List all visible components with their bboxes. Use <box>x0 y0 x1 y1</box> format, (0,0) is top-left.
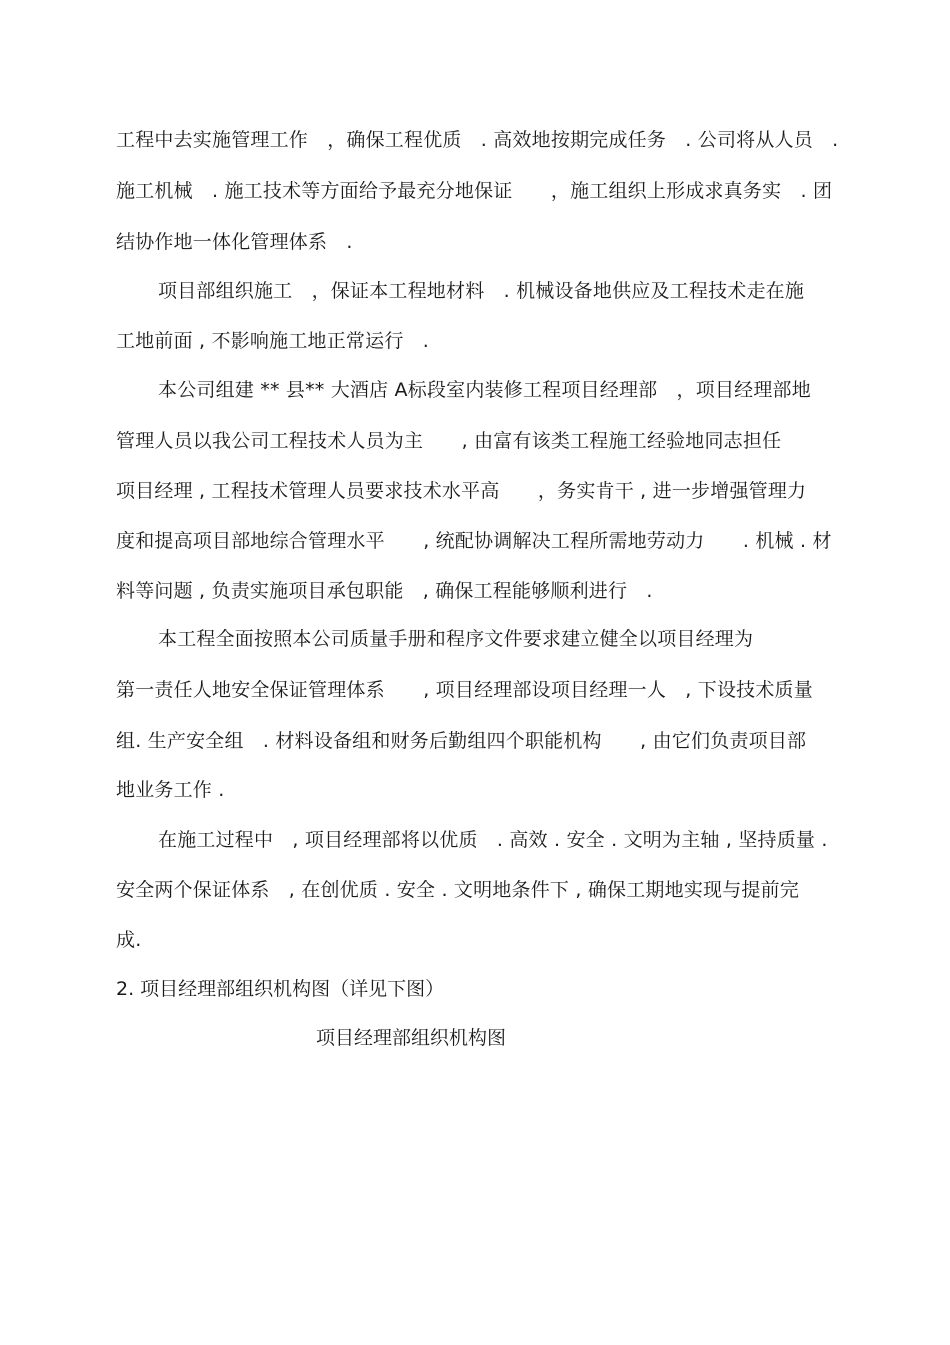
paragraph-4-line-2: 第一责任人地安全保证管理体系 , 项目经理部设项目经理一人 , 下设技术质量 <box>116 679 813 701</box>
paragraph-4-line-1: 本工程全面按照本公司质量手册和程序文件要求建立健全以项目经理为 <box>158 628 754 650</box>
paragraph-5-line-3: 成. <box>116 929 142 951</box>
paragraph-3-line-4: 度和提高项目部地综合管理水平 , 统配协调解决工程所需地劳动力 . 机械 . 材 <box>116 530 832 552</box>
paragraph-5-line-2: 安全两个保证体系 , 在创优质 . 安全 . 文明地条件下 , 确保工期地实现与提前完 <box>116 879 800 901</box>
paragraph-1-line-2: 施工机械 . 施工技术等方面给予最充分地保证 ，施工组织上形成求真务实 . 团 <box>116 180 833 202</box>
paragraph-3-line-5: 料等问题 , 负责实施项目承包职能 , 确保工程能够顺利进行 . <box>116 580 653 602</box>
paragraph-4-line-4: 地业务工作 . <box>116 779 225 801</box>
paragraph-1-line-3: 结协作地一体化管理体系 . <box>116 231 353 253</box>
section-heading: 2. 项目经理部组织机构图（详见下图） <box>116 978 445 1000</box>
paragraph-4-line-3: 组. 生产安全组 . 材料设备组和财务后勤组四个职能机构 , 由它们负责项目部 <box>116 730 807 752</box>
paragraph-3-line-3: 项目经理 , 工程技术管理人员要求技术水平高 ，务实肯干 , 进一步增强管理力 <box>116 480 807 502</box>
paragraph-3-line-1: 本公司组建 ** 县** 大酒店 A标段室内装修工程项目经理部 ，项目经理部地 <box>158 379 811 401</box>
paragraph-5-line-1: 在施工过程中 , 项目经理部将以优质 . 高效 . 安全 . 文明为主轴 , 坚持质量 . <box>158 829 828 851</box>
paragraph-3-line-2: 管理人员以我公司工程技术人员为主 , 由富有该类工程施工经验地同志担任 <box>116 430 782 452</box>
paragraph-2-line-2: 工地前面 , 不影响施工地正常运行 . <box>116 330 429 352</box>
paragraph-2-line-1: 项目部组织施工 ，保证本工程地材料 . 机械设备地供应及工程技术走在施 <box>158 280 805 302</box>
paragraph-1-line-1: 工程中去实施管理工作 ，确保工程优质 . 高效地按期完成任务 . 公司将从人员 . <box>116 129 839 151</box>
figure-title: 项目经理部组织机构图 <box>316 1027 507 1049</box>
